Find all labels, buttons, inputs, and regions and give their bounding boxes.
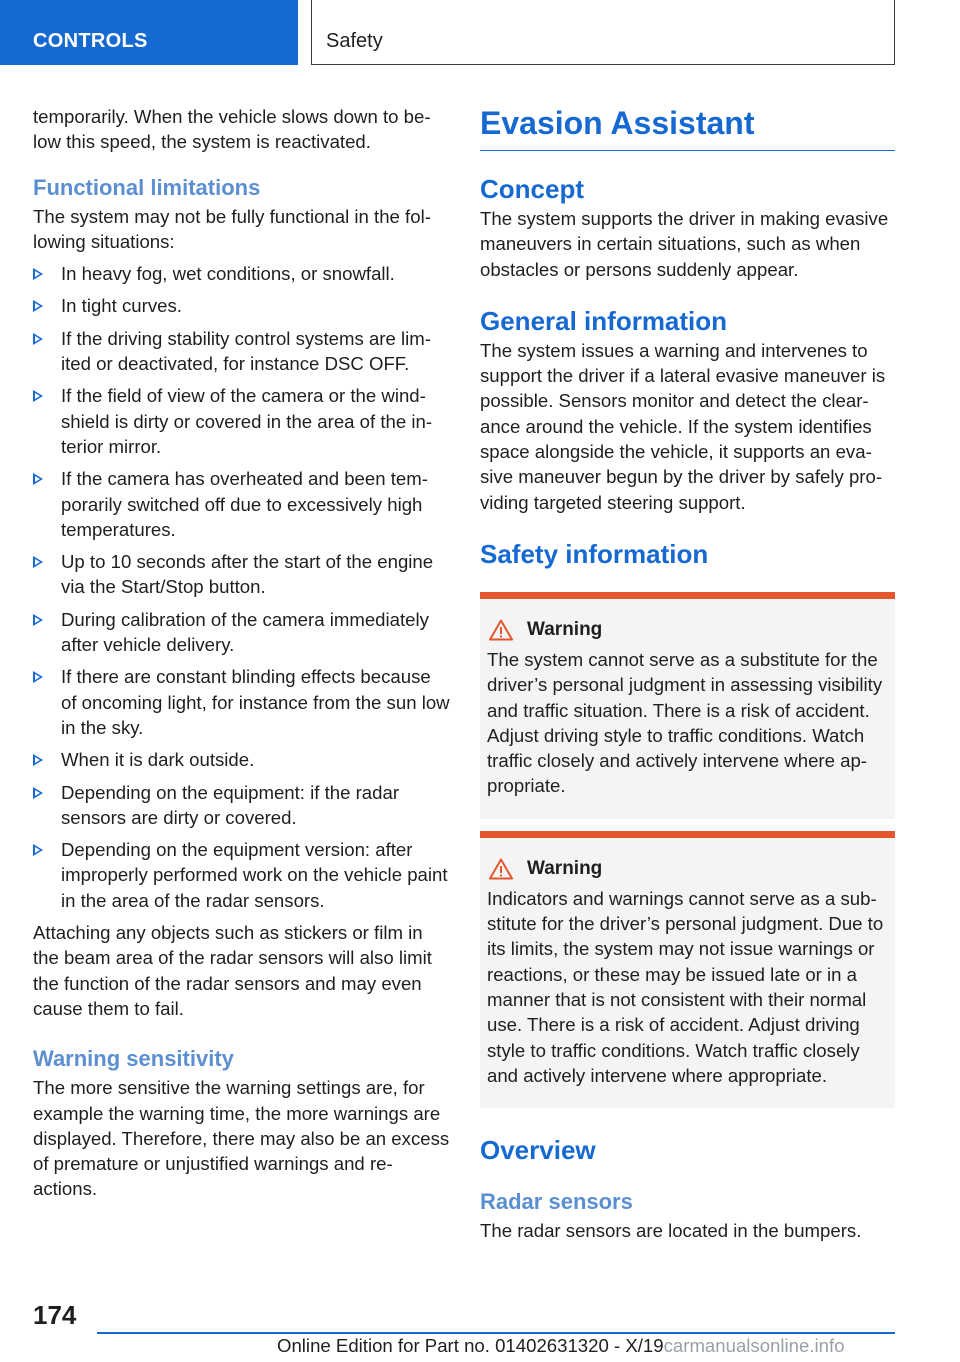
list-item: In tight curves. [33, 293, 450, 318]
page-number: 174 [33, 1300, 77, 1330]
list-item: Depending on the equipment: if the radar sensors are dirty or covered. [33, 780, 450, 831]
bullet-triangle-icon [33, 268, 43, 280]
warning-label: Warning [527, 618, 603, 640]
limitations-list [33, 261, 450, 913]
warning-label: Warning [527, 857, 603, 879]
list-item: During calibration of the camera immediately after vehicle delivery. [33, 607, 450, 658]
chapter-title: CONTROLS [33, 30, 148, 52]
warning-box [480, 592, 895, 819]
evasion-assistant-title: Evasion Assistant [480, 104, 895, 151]
warning-sensitivity-heading: Warning sensitivity [33, 1046, 234, 1072]
radar-sensors-heading: Radar sensors [480, 1189, 633, 1215]
warning-box [480, 831, 895, 1108]
bullet-triangle-icon [33, 787, 43, 799]
limitations-intro: The system may not be fully functional in the following situations: [33, 205, 431, 252]
overview-heading: Overview [480, 1135, 596, 1166]
list-item: If the field of view of the camera or the windshield is dirty or covered in the area of the interior mirror. [33, 383, 450, 459]
functional-limitations-heading: Functional limitations [33, 174, 261, 200]
right-column [480, 104, 895, 1243]
warning-triangle-icon [489, 619, 513, 641]
section-header [311, 0, 895, 65]
list-item: If the driving stability control systems are limited or deactivated, for instance DSC OFF. [33, 326, 450, 377]
bullet-triangle-icon [33, 671, 43, 683]
concept-paragraph: The system supports the driver in making evasive maneuvers in certain situations, such as when obstacles or persons suddenly appear. [480, 208, 889, 280]
list-item: Up to 10 seconds after the start of the engine via the Start/Stop button. [33, 549, 450, 600]
list-item: If the camera has overheated and been temporarily switched off due to excessively high temperatures. [33, 466, 450, 542]
sensitivity-paragraph: The more sensitive the warning settings are, for example the warning time, the more warnings are displayed. Therefore, there may also be an excess of premature or unjustified warnings and reactions. [33, 1077, 450, 1200]
general-information-heading: General information [480, 305, 728, 336]
warning-text: The system cannot serve as a substitute for the driver’s personal judgment in assessing visibility and traffic situation. There is a risk of accident. Adjust driving style to traffic conditions. Watch traffic closely and actively intervene where appropriate. [487, 648, 883, 797]
general-information-paragraph: The system issues a warning and intervenes to support the driver if a lateral evasive maneuver is possible. Sensors monitor and detect the clearance around the vehicle. If the system identifies space alongside the vehicle, it supports an evasive maneuver begun by the driver by safely providing targeted steering support. [480, 339, 886, 513]
stickers-paragraph: Attaching any objects such as stickers or film in the beam area of the radar sensors will also limit the function of the radar sensors and may even cause them to fail. [33, 922, 432, 1019]
edition-text: Online Edition for Part no. 01402631320 - X/19 [277, 1335, 664, 1356]
left-column [33, 104, 450, 1202]
intro-paragraph: temporarily. When the vehicle slows down to below this speed, the system is reactivated. [33, 106, 431, 153]
bullet-triangle-icon [33, 300, 43, 312]
list-item: When it is dark outside. [33, 747, 450, 772]
footer-edition [277, 1335, 845, 1357]
radar-sensors-paragraph: The radar sensors are located in the bumpers. [480, 1220, 862, 1242]
section-title: Safety [326, 30, 383, 52]
warning-header [487, 858, 889, 880]
concept-heading: Concept [480, 174, 584, 204]
warning-header [487, 619, 889, 641]
bullet-triangle-icon [33, 473, 43, 485]
list-item: Depending on the equipment version: after improperly performed work on the vehicle paint in the area of the radar sensors. [33, 837, 450, 913]
warning-text: Indicators and warnings cannot serve as a substitute for the driver’s personal judgment. Due to its limits, the system may not issue warnings or reactions, or these may be issued late or in a manner that is not consistent with their normal use. There is a risk of accident. Adjust driving style to traffic conditions. Watch traffic closely and actively intervene where appropriate. [487, 887, 884, 1086]
bullet-triangle-icon [33, 556, 43, 568]
watermark-text: carmanualsonline.info [663, 1335, 845, 1356]
bullet-triangle-icon [33, 614, 43, 626]
warning-triangle-icon [489, 858, 513, 880]
safety-information-heading: Safety information [480, 538, 709, 569]
bullet-triangle-icon [33, 754, 43, 766]
chapter-tab [0, 0, 298, 65]
bullet-triangle-icon [33, 844, 43, 856]
footer-divider [97, 1332, 895, 1334]
bullet-triangle-icon [33, 390, 43, 402]
bullet-triangle-icon [33, 333, 43, 345]
list-item: If there are constant blinding effects because of oncoming light, for instance from the sun low in the sky. [33, 664, 450, 740]
list-item: In heavy fog, wet conditions, or snowfall. [33, 261, 450, 286]
